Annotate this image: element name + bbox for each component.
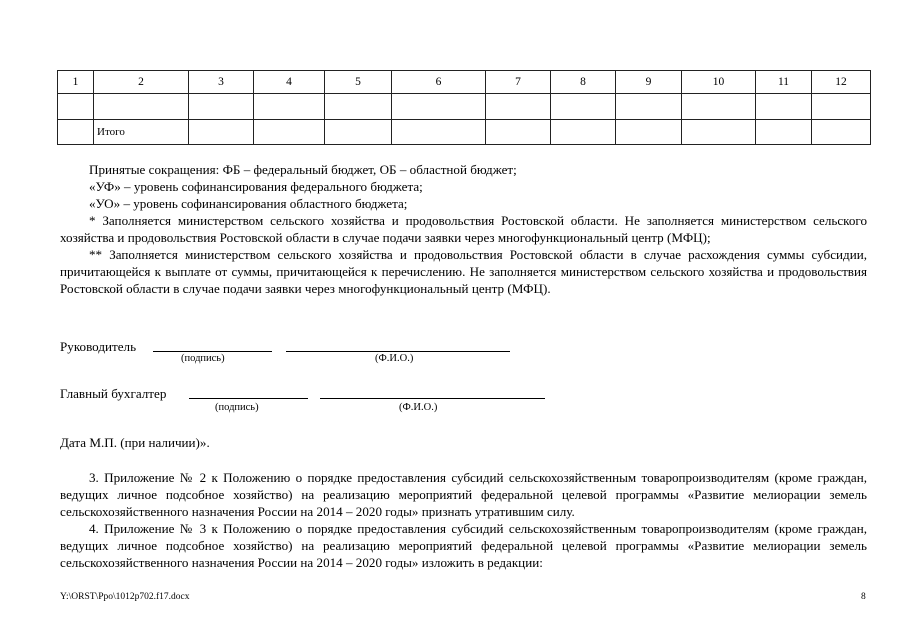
table-cell (812, 94, 871, 120)
table-header-cell: 2 (94, 71, 189, 94)
accountant-signature-line (189, 398, 308, 399)
footnote-double-star: ** Заполняется министерством сельского хозяйства и продовольствия Ростовской области в случае расхождения суммы субсидии, причитающейся к выплате от суммы, причитающейся к перечислению. Не заполняется министерством сельского хозяйства и продовольствия Ростовской области в случае подачи заявки через многофункциональный центр (МФЦ). (60, 247, 867, 296)
head-label: Руководитель (60, 339, 137, 354)
table-cell (551, 94, 616, 120)
head-name-line (286, 351, 510, 352)
footnote-single-star: * Заполняется министерством сельского хозяйства и продовольствия Ростовской области. Не заполняется министерством сельского хозяйства и продовольствия Ростовской области в случае подачи заявки через многофункциональный центр (МФЦ); (60, 213, 867, 245)
accountant-name-caption: (Ф.И.О.) (399, 402, 438, 413)
page-number: 8 (861, 592, 866, 602)
table-header-cell: 1 (58, 71, 94, 94)
table-header-cell: 5 (325, 71, 392, 94)
table-header-cell: 8 (551, 71, 616, 94)
table-cell (325, 94, 392, 120)
total-label: Итого (94, 120, 189, 145)
table-cell (682, 120, 756, 145)
head-signature-line (153, 351, 272, 352)
head-name-caption: (Ф.И.О.) (375, 353, 414, 364)
table-cell (392, 120, 486, 145)
table-cell (254, 120, 325, 145)
head-signature-caption: (подпись) (181, 353, 225, 364)
table-header-cell: 7 (486, 71, 551, 94)
abbreviations-block (60, 161, 867, 297)
table-cell (616, 94, 682, 120)
table-header-cell: 11 (756, 71, 812, 94)
uf-definition: «УФ» – уровень софинансирования федерального бюджета; (89, 179, 423, 194)
table-header-cell: 10 (682, 71, 756, 94)
table-cell (551, 120, 616, 145)
table-cell (682, 94, 756, 120)
table-header-cell: 6 (392, 71, 486, 94)
table-cell (616, 120, 682, 145)
table-cell (392, 94, 486, 120)
table-header-cell: 3 (189, 71, 254, 94)
accountant-name-line (320, 398, 545, 399)
table-header-cell: 12 (812, 71, 871, 94)
accountant-label: Главный бухгалтер (60, 386, 167, 401)
table-cell (325, 120, 392, 145)
report-table (57, 70, 871, 145)
table-total-row (58, 120, 871, 145)
table-cell (189, 120, 254, 145)
footer-file-path: Y:\ORST\Ppo\1012p702.f17.docx (60, 592, 190, 602)
table-header-cell: 9 (616, 71, 682, 94)
date-line: Дата М.П. (при наличии)». (60, 435, 210, 450)
table-cell (756, 94, 812, 120)
paragraph-4: 4. Приложение № 3 к Положению о порядке предоставления субсидий сельскохозяйственным товаропроизводителям (кроме граждан, ведущих личное подсобное хозяйство) на реализацию мероприятий федеральной целевой программы «Развитие мелиорации земель сельскохозяйственного назначения России на 2014 – 2020 годы» изложить в редакции: (60, 521, 867, 570)
table-header-cell: 4 (254, 71, 325, 94)
table-header-row (58, 71, 871, 94)
table-cell (812, 120, 871, 145)
table-cell (94, 94, 189, 120)
paragraph-3: 3. Приложение № 2 к Положению о порядке предоставления субсидий сельскохозяйственным товаропроизводителям (кроме граждан, ведущих личное подсобное хозяйство) на реализацию мероприятий федеральной целевой программы «Развитие мелиорации земель сельскохозяйственного назначения России на 2014 – 2020 годы» признать утратившим силу. (60, 470, 867, 519)
table-cell (58, 120, 94, 145)
accountant-signature-caption: (подпись) (215, 402, 259, 413)
uo-definition: «УО» – уровень софинансирования областного бюджета; (89, 196, 408, 211)
table-cell (486, 120, 551, 145)
table-row (58, 94, 871, 120)
table-cell (58, 94, 94, 120)
table-cell (189, 94, 254, 120)
table-cell (486, 94, 551, 120)
abbreviations-line: Принятые сокращения: ФБ – федеральный бюджет, ОБ – областной бюджет; (89, 162, 517, 177)
table-cell (756, 120, 812, 145)
table-cell (254, 94, 325, 120)
